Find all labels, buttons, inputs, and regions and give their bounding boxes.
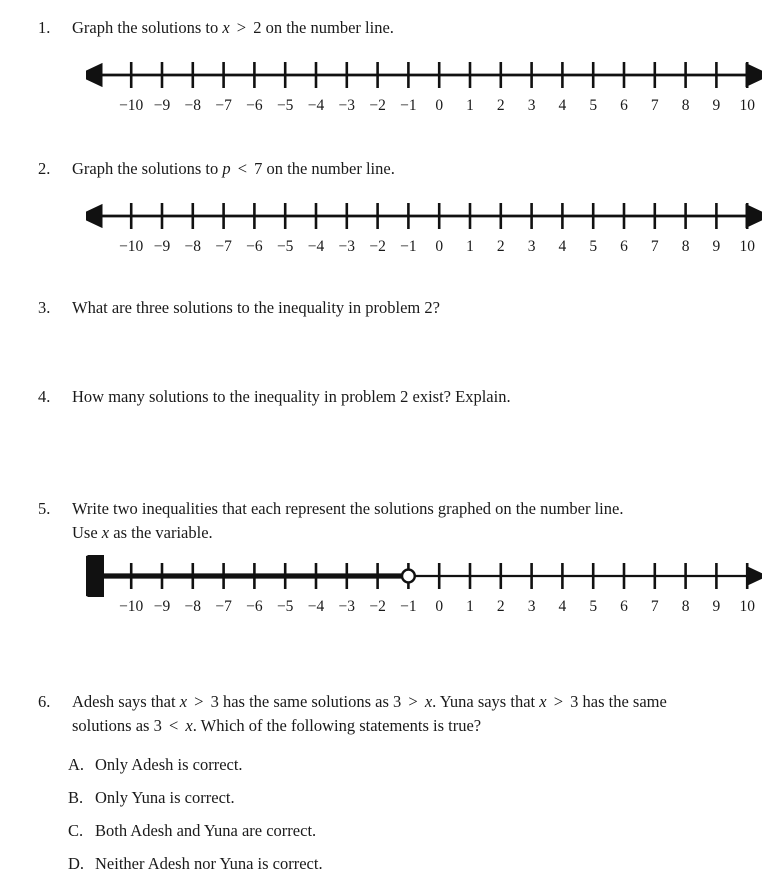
- problem-4: [38, 385, 764, 409]
- problem-2-value: 7: [254, 159, 263, 178]
- tick-label: −3: [338, 598, 356, 615]
- numberline-problem-2-labels: [86, 237, 762, 257]
- tick-label: −9: [153, 598, 171, 615]
- numberline-problem-5-graphic: [86, 555, 762, 597]
- tick-label: −8: [184, 97, 202, 114]
- tick-label: 7: [650, 238, 659, 255]
- problem-1-number: 1.: [38, 18, 51, 37]
- tick-label: −10: [119, 97, 144, 114]
- tick-label: 10: [739, 598, 755, 615]
- tick-label: −4: [307, 97, 325, 114]
- problem-6-line-2-variable: x: [185, 716, 193, 735]
- problem-6-line-2-number: 3: [153, 716, 162, 735]
- tick-label: −5: [276, 238, 294, 255]
- problem-1-text: [72, 16, 764, 40]
- choice-c-text: Both Adesh and Yuna are correct.: [95, 821, 317, 840]
- problem-6-text: [72, 690, 764, 738]
- choice-b[interactable]: [68, 786, 708, 819]
- problem-3: [38, 296, 764, 320]
- tick-label: 7: [650, 598, 659, 615]
- tick-label: 10: [739, 238, 755, 255]
- tick-label: 4: [558, 598, 567, 615]
- tick-label: −2: [369, 598, 386, 615]
- tick-label: −2: [369, 97, 386, 114]
- tick-label: −9: [153, 97, 171, 114]
- tick-label: −1: [400, 598, 417, 615]
- problem-2-variable: p: [222, 159, 231, 178]
- tick-label: −8: [184, 238, 202, 255]
- problem-5-line-1: Write two inequalities that each represent the solutions graphed on the number line.: [72, 499, 624, 518]
- choice-b-text: Only Yuna is correct.: [95, 788, 235, 807]
- tick-label: 8: [681, 97, 690, 114]
- problem-5-text: [72, 497, 764, 545]
- problem-6-line-1-a: Adesh says that: [72, 692, 180, 711]
- tick-label: 2: [496, 97, 505, 114]
- problem-1-variable: x: [222, 18, 230, 37]
- tick-label: −6: [246, 238, 263, 255]
- problem-6-line-1-b: has the same solutions as: [218, 692, 393, 711]
- problem-5-line-2-after: as the variable.: [109, 523, 213, 542]
- problem-3-text: What are three solutions to the inequality in problem 2?: [72, 298, 440, 317]
- tick-label: −4: [307, 238, 325, 255]
- problem-6-number-2: 3: [393, 692, 402, 711]
- open-circle-marker: [402, 570, 415, 583]
- problem-6-operator-1: >: [194, 692, 204, 711]
- tick-label: 0: [435, 598, 444, 615]
- problem-6: [38, 690, 764, 738]
- problem-6-line-2-a: solutions as: [72, 716, 154, 735]
- problem-6-number: 6.: [38, 692, 51, 711]
- tick-label: −4: [307, 598, 325, 615]
- numberline-problem-1-labels: [86, 96, 762, 116]
- problem-6-line-2-b: . Which of the following statements is true?: [192, 716, 482, 735]
- tick-label: 6: [620, 238, 628, 255]
- tick-label: 1: [466, 97, 474, 114]
- choice-a-letter: A.: [68, 755, 85, 774]
- tick-label: 4: [558, 238, 567, 255]
- choice-d-letter: D.: [68, 854, 85, 873]
- tick-label: −8: [184, 598, 202, 615]
- numberline-problem-2-graphic: [86, 195, 762, 237]
- numberline-problem-2: [86, 195, 762, 257]
- problem-5-number: 5.: [38, 499, 51, 518]
- problem-6-line-2-operator: <: [168, 716, 179, 735]
- tick-label: −1: [400, 238, 417, 255]
- choice-a-text: Only Adesh is correct.: [95, 755, 243, 774]
- tick-label: 4: [558, 97, 567, 114]
- tick-label: −9: [153, 238, 171, 255]
- tick-label: 1: [466, 238, 474, 255]
- tick-label: 8: [681, 598, 690, 615]
- problem-6-variable-1: x: [179, 692, 188, 711]
- tick-label: 1: [466, 598, 474, 615]
- tick-label: −10: [119, 238, 144, 255]
- problem-1-text-after: on the number line.: [261, 18, 394, 37]
- tick-label: 5: [589, 598, 598, 615]
- problem-5-line-2-before: Use: [72, 523, 102, 542]
- tick-label: 9: [712, 97, 721, 114]
- choice-b-letter: B.: [68, 788, 84, 807]
- tick-label: −7: [215, 238, 232, 255]
- tick-label: −2: [369, 238, 386, 255]
- tick-label: −7: [215, 598, 232, 615]
- tick-label: 5: [589, 238, 598, 255]
- tick-label: 2: [496, 238, 505, 255]
- numberline-problem-1-graphic: [86, 54, 762, 96]
- problem-6-line-1-d: has the same: [578, 692, 667, 711]
- answer-choices: [68, 753, 708, 885]
- problem-1-value: 2: [253, 18, 262, 37]
- problem-2-operator: <: [237, 159, 248, 178]
- numberline-problem-5-labels: [86, 597, 762, 617]
- tick-label: 6: [620, 97, 628, 114]
- tick-label: 0: [435, 238, 444, 255]
- tick-label: 8: [681, 238, 690, 255]
- tick-label: 2: [496, 598, 505, 615]
- tick-label: −3: [338, 238, 356, 255]
- problem-2-text: [72, 157, 764, 181]
- choice-d-text: Neither Adesh nor Yuna is correct.: [95, 854, 323, 873]
- problem-3-number: 3.: [38, 298, 51, 317]
- choice-a[interactable]: [68, 753, 708, 786]
- tick-label: −10: [119, 598, 144, 615]
- problem-5: [38, 497, 764, 545]
- problem-6-variable-2: x: [424, 692, 433, 711]
- tick-label: −1: [400, 97, 417, 114]
- tick-label: 3: [527, 238, 536, 255]
- tick-label: −6: [246, 97, 263, 114]
- tick-label: 10: [739, 97, 755, 114]
- tick-label: 3: [527, 97, 536, 114]
- problem-6-variable-3: x: [539, 692, 547, 711]
- choice-c-letter: C.: [68, 821, 84, 840]
- tick-label: −5: [276, 97, 294, 114]
- numberline-problem-5: [86, 555, 762, 617]
- problem-6-number-3: 3: [570, 692, 579, 711]
- numberline-problem-1: [86, 54, 762, 116]
- problem-1-text-before: Graph the solutions to: [72, 18, 223, 37]
- tick-label: 5: [589, 97, 598, 114]
- problem-1: [38, 16, 764, 40]
- problem-2-text-after: on the number line.: [262, 159, 395, 178]
- problem-6-line-1-c: . Yuna says that: [432, 692, 540, 711]
- tick-label: 9: [712, 238, 721, 255]
- choice-d[interactable]: [68, 852, 708, 885]
- problem-2-text-before: Graph the solutions to: [72, 159, 223, 178]
- problem-6-operator-2: >: [408, 692, 418, 711]
- problem-4-number: 4.: [38, 387, 51, 406]
- tick-label: 0: [435, 97, 444, 114]
- tick-label: 7: [650, 97, 659, 114]
- problem-5-variable: x: [101, 523, 110, 542]
- tick-label: −5: [276, 598, 294, 615]
- tick-label: −6: [246, 598, 263, 615]
- tick-label: −3: [338, 97, 356, 114]
- problem-6-operator-3: >: [553, 692, 563, 711]
- problem-2-number: 2.: [38, 159, 51, 178]
- problem-1-operator: >: [236, 18, 247, 37]
- tick-label: 6: [620, 598, 628, 615]
- tick-label: −7: [215, 97, 232, 114]
- problem-2: [38, 157, 764, 181]
- tick-label: 3: [527, 598, 536, 615]
- choice-c[interactable]: [68, 819, 708, 852]
- problem-4-text: How many solutions to the inequality in problem 2 exist? Explain.: [72, 387, 511, 406]
- tick-label: 9: [712, 598, 721, 615]
- problem-6-number-1: 3: [210, 692, 219, 711]
